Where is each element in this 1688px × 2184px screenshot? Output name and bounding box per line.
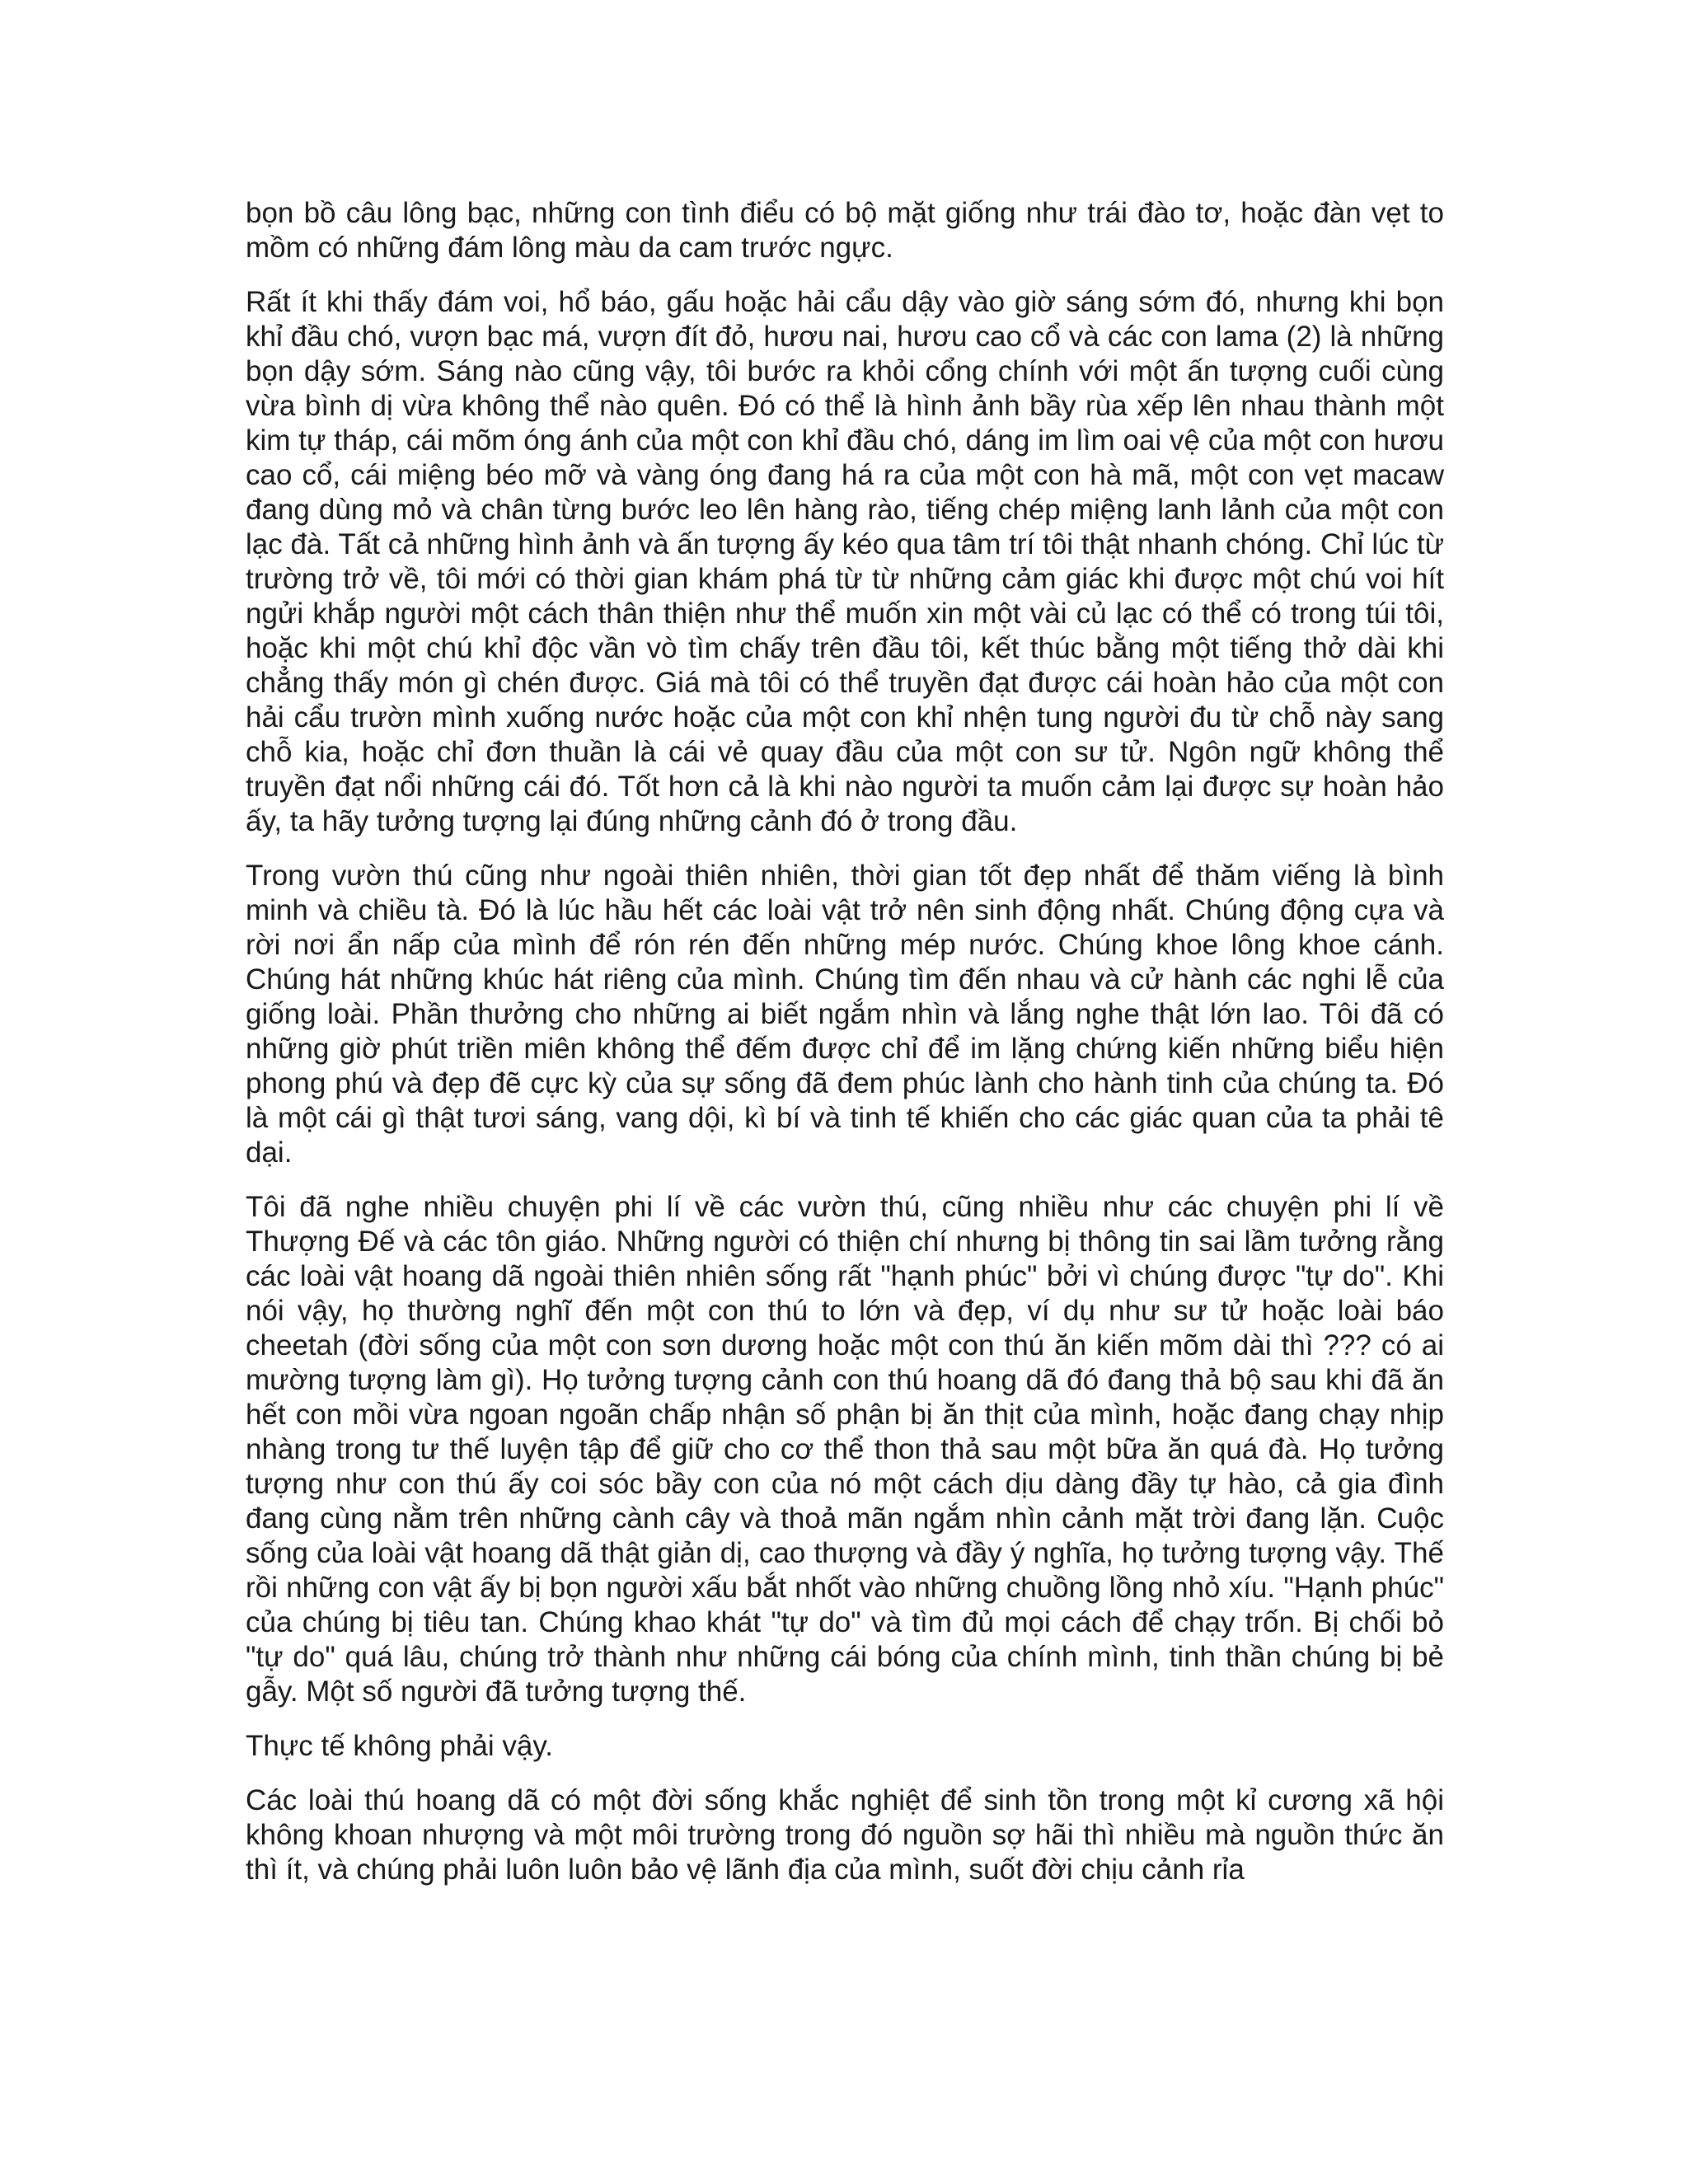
- body-text: [246, 196, 1444, 1907]
- paragraph: bọn bồ câu lông bạc, những con tình điểu có bộ mặt giống như trái đào tơ, hoặc đàn vẹt to mồm có những đám lông màu da cam trước ngực.: [246, 197, 1444, 264]
- paragraph: Thực tế không phải vậy.: [246, 1730, 553, 1762]
- paragraph: Trong vườn thú cũng như ngoài thiên nhiên, thời gian tốt đẹp nhất để thăm viếng là bình minh và chiều tà. Đó là lúc hầu hết các loài vật trở nên sinh động nhất. Chúng động cựa và rời nơi ẩn nấp của mình để rón rén đến những mép nước. Chúng khoe lông khoe cánh. Chúng hát những khúc hát riêng của mình. Chúng tìm đến nhau và cử hành các nghi lễ của giống loài. Phần thưởng cho những ai biết ngắm nhìn và lắng nghe thật lớn lao. Tôi đã có những giờ phút triền miên không thể đếm được chỉ để im lặng chứng kiến những biểu hiện phong phú và đẹp đẽ cực kỳ của sự sống đã đem phúc lành cho hành tinh của chúng ta. Đó là một cái gì thật tươi sáng, vang dội, kì bí và tinh tế khiến cho các giác quan của ta phải tê dại.: [246, 860, 1444, 1169]
- paragraph: Các loài thú hoang dã có một đời sống khắc nghiệt để sinh tồn trong một kỉ cương xã hội không khoan nhượng và một môi trường trong đó nguồn sợ hãi thì nhiều mà nguồn thức ăn thì ít, và chúng phải luôn luôn bảo vệ lãnh địa của mình, suốt đời chịu cảnh rỉa: [246, 1784, 1444, 1886]
- paragraph: Tôi đã nghe nhiều chuyện phi lí về các vườn thú, cũng nhiều như các chuyện phi lí về Thượng Đế và các tôn giáo. Những người có thiện chí nhưng bị thông tin sai lầm tưởng rằng các loài vật hoang dã ngoài thiên nhiên sống rất "hạnh phúc" bởi vì chúng được "tự do". Khi nói vậy, họ thường nghĩ đến một con thú to lớn và đẹp, ví dụ như sư tử hoặc loài báo cheetah (đời sống của một con sơn dương hoặc một con thú ăn kiến mõm dài thì ??? có ai mường tượng làm gì). Họ tưởng tượng cảnh con thú hoang dã đó đang thả bộ sau khi đã ăn hết con mồi vừa ngoan ngoãn chấp nhận số phận bị ăn thịt của mình, hoặc đang chạy nhịp nhàng trong tư thế luyện tập để giữ cho cơ thể thon thả sau một bữa ăn quá đà. Họ tưởng tượng như con thú ấy coi sóc bầy con của nó một cách dịu dàng đầy tự hào, cả gia đình đang cùng nằm trên những cành cây và thoả mãn ngắm nhìn cảnh mặt trời đang lặn. Cuộc sống của loài vật hoang dã thật giản dị, cao thượng và đầy ý nghĩa, họ tưởng tượng vậy. Thế rồi những con vật ấy bị bọn người xấu bắt nhốt vào những chuồng lồng nhỏ xíu. "Hạnh phúc" của chúng bị tiêu tan. Chúng khao khát "tự do" và tìm đủ mọi cách để chạy trốn. Bị chối bỏ "tự do" quá lâu, chúng trở thành như những cái bóng của chính mình, tinh thần chúng bị bẻ gẫy. Một số người đã tưởng tượng thế.: [246, 1191, 1444, 1708]
- paragraph: Rất ít khi thấy đám voi, hổ báo, gấu hoặc hải cẩu dậy vào giờ sáng sớm đó, nhưng khi bọn khỉ đầu chó, vượn bạc má, vượn đít đỏ, hươu nai, hươu cao cổ và các con lama (2) là những bọn dậy sớm. Sáng nào cũng vậy, tôi bước ra khỏi cổng chính với một ấn tượng cuối cùng vừa bình dị vừa không thể nào quên. Đó có thể là hình ảnh bầy rùa xếp lên nhau thành một kim tự tháp, cái mõm óng ánh của một con khỉ đầu chó, dáng im lìm oai vệ của một con hươu cao cổ, cái miệng béo mỡ và vàng óng đang há ra của một con hà mã, một con vẹt macaw đang dùng mỏ và chân từng bước leo lên hàng rào, tiếng chép miệng lanh lảnh của một con lạc đà. Tất cả những hình ảnh và ấn tượng ấy kéo qua tâm trí tôi thật nhanh chóng. Chỉ lúc từ trường trở về, tôi mới có thời gian khám phá từ từ những cảm giác khi được một chú voi hít ngửi khắp người một cách thân thiện như thể muốn xin một vài củ lạc có thể có trong túi tôi, hoặc khi một chú khỉ độc vần vò tìm chấy trên đầu tôi, kết thúc bằng một tiếng thở dài khi chẳng thấy món gì chén được. Giá mà tôi có thể truyền đạt được cái hoàn hảo của một con hải cẩu trườn mình xuống nước hoặc của một con khỉ nhện tung người đu từ chỗ này sang chỗ kia, hoặc chỉ đơn thuần là cái vẻ quay đầu của một con sư tử. Ngôn ngữ không thể truyền đạt nổi những cái đó. Tốt hơn cả là khi nào người ta muốn cảm lại được sự hoàn hảo ấy, ta hãy tưởng tượng lại đúng những cảnh đó ở trong đầu.: [246, 286, 1444, 837]
